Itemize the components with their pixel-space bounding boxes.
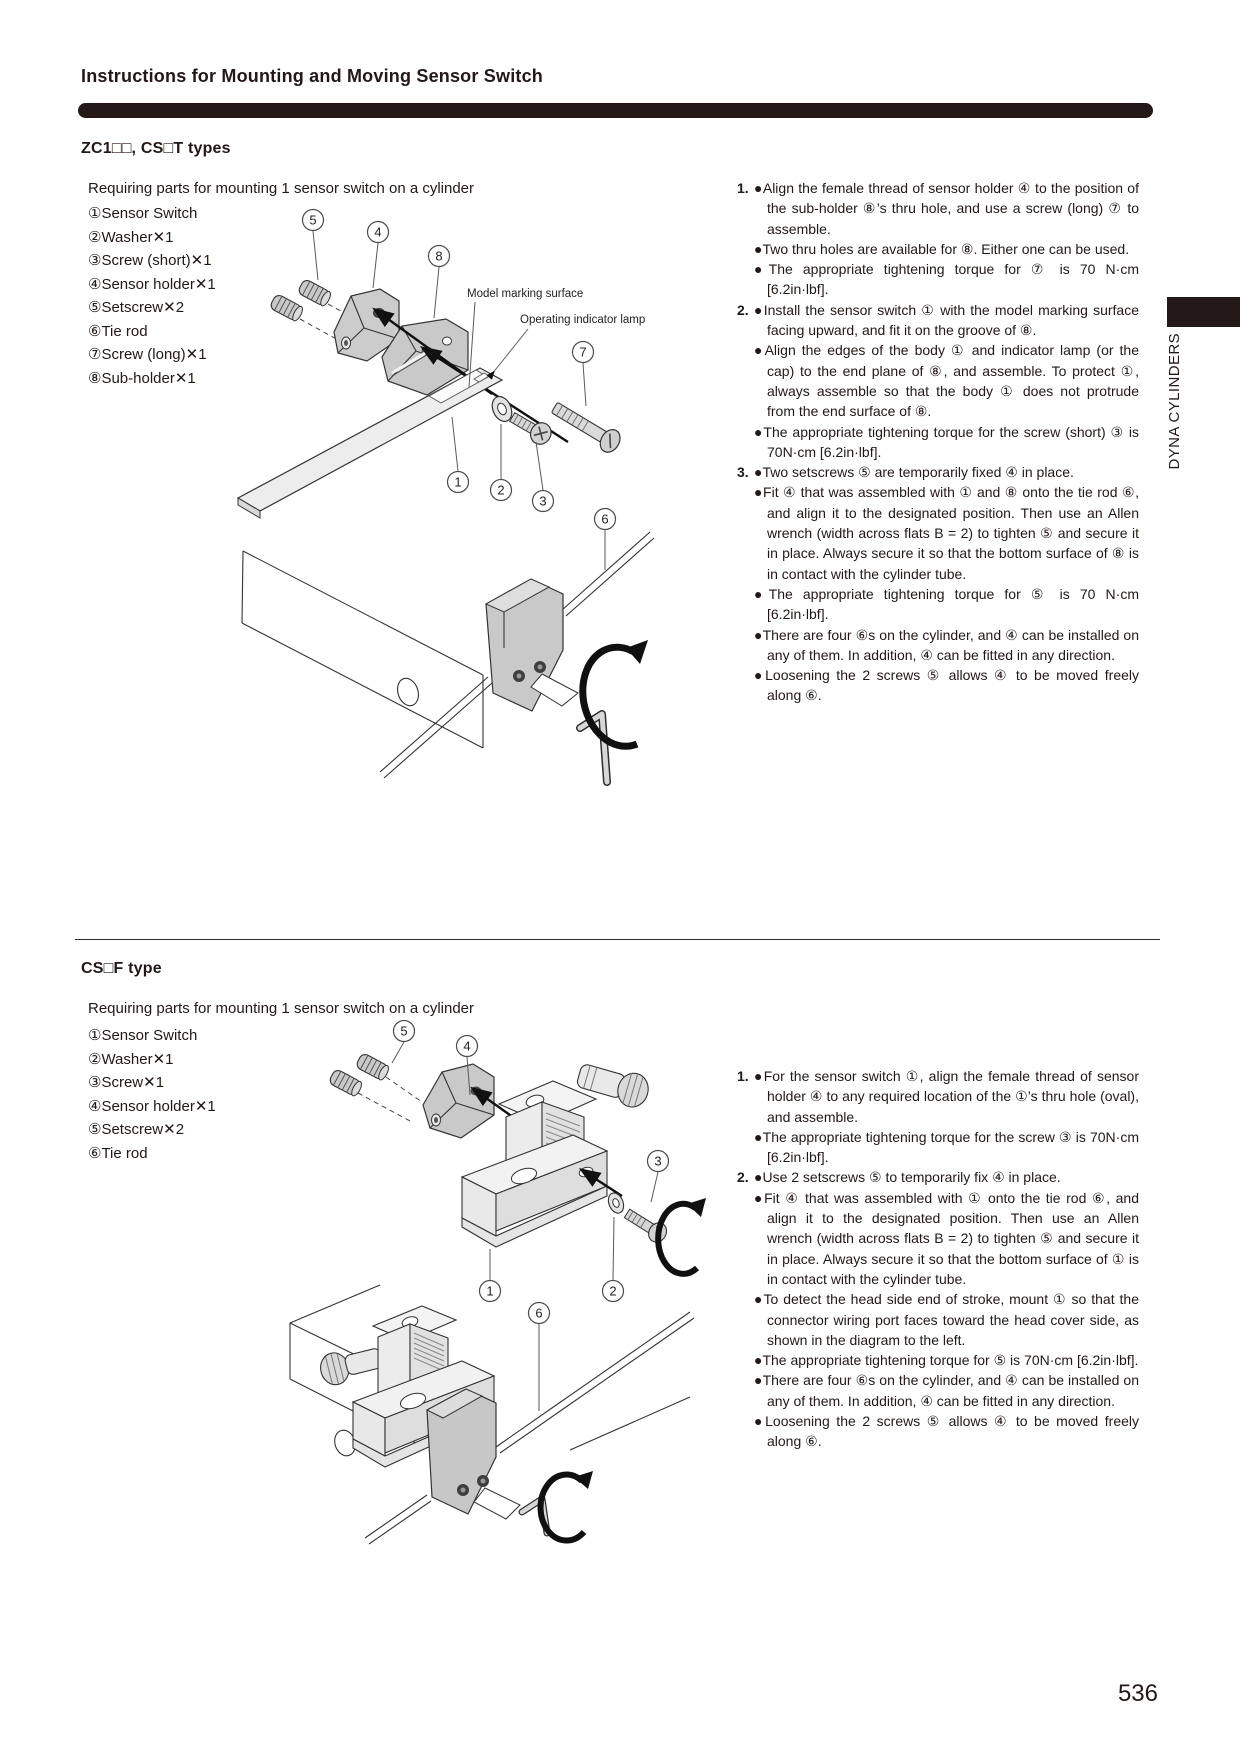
instruction-bullet: ●Install the sensor switch ① with the model marking surface facing upward, and fit it on the groove of ⑧.: [754, 301, 1139, 339]
cylinder-icon: [242, 551, 483, 748]
section2-parts-list: [88, 1024, 216, 1165]
step-number: 1.: [737, 180, 749, 196]
balloon-7: [573, 342, 594, 407]
instruction-bullet: ●The appropriate tightening torque for the screw ③ is 70N·cm [6.2in·lbf].: [754, 1128, 1139, 1166]
part-item: ⑤Setscrew✕2: [88, 299, 185, 316]
section2-heading: CS□F type: [81, 960, 162, 977]
instruction-bullet: ●There are four ⑥s on the cylinder, and ④ can be installed on any of them. In addition, ④ can be fitted in any direction.: [754, 1372, 1139, 1409]
svg-text:4: 4: [463, 1038, 471, 1054]
instruction-step: [737, 462, 1139, 706]
section1-heading: ZC1□□, CS□T types: [81, 140, 231, 157]
washer-icon: [606, 1191, 627, 1216]
sensor-switch-icon: [238, 368, 505, 518]
part-item: ⑧Sub-holder✕1: [88, 369, 196, 387]
setscrew-axis-line: [358, 1093, 410, 1121]
section2-requiring-parts-label: Requiring parts for mounting 1 sensor switch on a cylinder: [88, 1000, 475, 1017]
svg-text:6: 6: [601, 511, 609, 527]
instruction-bullet: ●Loosening the 2 screws ⑤ allows ④ to be moved freely along ⑥.: [754, 1413, 1139, 1450]
instruction-step: [737, 1167, 1139, 1451]
instruction-bullet: ●Align the edges of the body ① and indicator lamp (or the cap) to the end plane of ⑧, and assemble. To protect ①, always assemble so that the body ① does not protrude from the end surface of ⑧.: [754, 342, 1139, 420]
label-leader-line: [492, 329, 528, 374]
setscrew-icon: [328, 1068, 363, 1097]
balloon-2: [603, 1217, 624, 1302]
svg-text:7: 7: [579, 344, 587, 360]
balloon-5: [392, 1021, 415, 1064]
part-item: ⑤Setscrew✕2: [88, 1121, 185, 1138]
balloon-4: [368, 222, 389, 289]
mounted-holder-icon: [486, 579, 578, 711]
instruction-bullet: ●Loosening the 2 screws ⑤ allows ④ to be moved freely along ⑥.: [754, 667, 1139, 704]
step-number: 3.: [737, 464, 749, 481]
svg-text:6: 6: [535, 1305, 543, 1321]
part-item: ③Screw (short)✕1: [88, 252, 212, 269]
instruction-bullet: ●Fit ④ that was assembled with ① onto the tie rod ⑥, and align it to the designated position. Then use an Allen wrench (width across flats B = 2) to tighten ⑤ and secure it in place. Always secure it so that the bottom surface of ① is in contact with the cylinder tube.: [754, 1189, 1139, 1287]
svg-text:3: 3: [539, 493, 547, 509]
rotation-arrow-icon: [541, 1471, 593, 1541]
rotation-arrow-icon: [583, 640, 648, 746]
instruction-bullet: ●For the sensor switch ①, align the female thread of sensor holder ④ to any required location of the ①’s thru hole (oval), and assemble.: [754, 1068, 1139, 1125]
operating-indicator-lamp-label: Operating indicator lamp: [520, 314, 646, 326]
balloon-5: [303, 210, 324, 281]
diagram-csf: [270, 905, 710, 1537]
page-number: 536: [1117, 1680, 1158, 1707]
side-tab-label: DYNA CYLINDERS: [1166, 333, 1183, 470]
step-number: 1.: [737, 1068, 749, 1084]
balloon-1: [448, 417, 469, 493]
section1-parts-list: [88, 202, 216, 390]
balloon-6: [529, 1303, 550, 1412]
setscrew-icon: [355, 1052, 390, 1081]
svg-text:1: 1: [486, 1283, 494, 1299]
svg-text:2: 2: [609, 1283, 617, 1299]
part-item: ③Screw✕1: [88, 1074, 165, 1091]
setscrew-icon: [297, 278, 332, 307]
sensor-switch-body-icon: [462, 1135, 607, 1247]
svg-text:3: 3: [654, 1153, 662, 1169]
instruction-bullet: ●Use 2 setscrews ⑤ to temporarily fix ④ in place.: [754, 1169, 1061, 1186]
side-tab: [1167, 297, 1240, 327]
side-tab-label-wrap: [1166, 333, 1190, 485]
balloon-3: [648, 1151, 669, 1203]
section1-requiring-parts-label: Requiring parts for mounting 1 sensor switch on a cylinder: [88, 180, 475, 197]
svg-text:8: 8: [435, 248, 443, 264]
page-title: Instructions for Mounting and Moving Sensor Switch: [81, 66, 543, 86]
balloon-8: [429, 246, 450, 319]
part-item: ①Sensor Switch: [88, 205, 198, 222]
svg-text:2: 2: [497, 482, 505, 498]
part-item: ⑥Tie rod: [88, 322, 148, 340]
mounted-holder-icon: [427, 1389, 520, 1519]
balloon-3: [533, 442, 554, 512]
step-number: 2.: [737, 1169, 749, 1186]
svg-text:4: 4: [374, 224, 382, 240]
balloon-6: [595, 509, 616, 571]
part-item: ⑦Screw (long)✕1: [88, 346, 207, 363]
part-item: ②Washer✕1: [88, 1050, 174, 1068]
instruction-bullet: ●There are four ⑥s on the cylinder, and ④ can be installed on any of them. In addition, ④ can be fitted in any direction.: [754, 626, 1139, 663]
instruction-bullet: ●To detect the head side end of stroke, mount ① so that the connector wiring port faces toward the head cover side, as shown in the diagram to the left.: [754, 1291, 1139, 1348]
instruction-step: [737, 300, 1139, 462]
part-item: ①Sensor Switch: [88, 1027, 198, 1044]
instruction-bullet: ●Align the female thread of sensor holder ④ to the position of the sub-holder ⑧’s thru hole, and use a screw (long) ⑦ to assemble.: [754, 180, 1139, 237]
sensor-holder-icon: [423, 1064, 494, 1138]
section2-instructions: [737, 1066, 1139, 1452]
balloon-2: [491, 424, 512, 501]
step-number: 2.: [737, 301, 749, 318]
balloon-1: [480, 1249, 501, 1302]
instruction-bullet: ●The appropriate tightening torque for ⑦ is 70 N·cm [6.2in·lbf].: [754, 261, 1139, 298]
instruction-bullet: ●Fit ④ that was assembled with ① and ⑧ onto the tie rod ⑥, and align it to the designated position. Then use an Allen wrench (width across flats B = 2) to tighten ⑤ and secure it in place. Always secure it so that the bottom surface of ⑧ is in contact with the cylinder tube.: [754, 484, 1139, 582]
part-item: ⑥Tie rod: [88, 1144, 148, 1162]
svg-text:5: 5: [309, 212, 317, 228]
setscrew-icon: [269, 293, 304, 322]
part-item: ②Washer✕1: [88, 228, 174, 246]
part-item: ④Sensor holder✕1: [88, 275, 216, 293]
svg-text:1: 1: [454, 474, 462, 490]
instruction-bullet: ●The appropriate tightening torque for ⑤ is 70 N·cm [6.2in·lbf].: [754, 585, 1139, 623]
svg-text:5: 5: [400, 1023, 408, 1039]
short-screw-icon: [507, 407, 555, 448]
part-item: ④Sensor holder✕1: [88, 1097, 216, 1115]
title-rule: [78, 103, 1153, 118]
diagram-zc1-cst: [230, 180, 670, 792]
instruction-step: [737, 1066, 1139, 1167]
instruction-step: [737, 178, 1139, 300]
setscrew-axis-line: [386, 1077, 422, 1102]
model-marking-surface-label: Model marking surface: [467, 288, 584, 300]
instruction-bullet: ●Two setscrews ⑤ are temporarily fixed ④ in place.: [754, 464, 1074, 481]
section1-instructions: [737, 178, 1139, 706]
instruction-bullet: ●Two thru holes are available for ⑧. Either one can be used.: [754, 240, 1130, 257]
instruction-bullet: ●The appropriate tightening torque for the screw (short) ③ is 70N·cm [6.2in·lbf].: [754, 423, 1139, 460]
instruction-bullet: ●The appropriate tightening torque for ⑤ is 70N·cm [6.2in·lbf].: [754, 1352, 1139, 1369]
